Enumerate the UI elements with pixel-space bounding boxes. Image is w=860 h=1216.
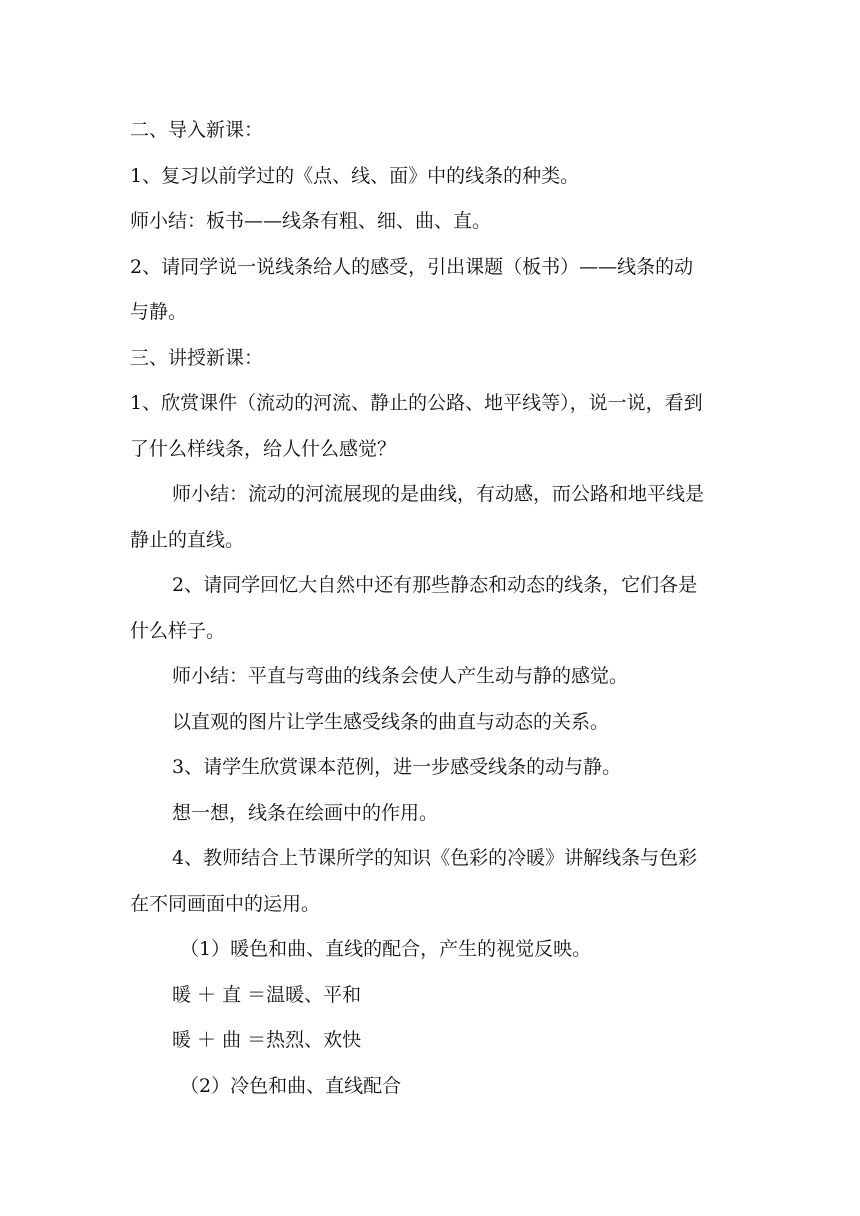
paragraph-line: 2、请同学说一说线条给人的感受，引出课题（板书）——线条的动 (130, 256, 694, 278)
heading-introduce-new-lesson: 二、导入新课： (130, 119, 264, 141)
paragraph-line: 以直观的图片让学生感受线条的曲直与动态的关系。 (172, 711, 610, 733)
paragraph-line: 静止的直线。 (130, 529, 245, 551)
paragraph-line: 师小结：流动的河流展现的是曲线，有动感，而公路和地平线是 (172, 483, 705, 505)
paragraph-line: 师小结：板书——线条有粗、细、曲、直。 (130, 210, 492, 232)
paragraph-line: 与静。 (130, 301, 188, 323)
paragraph-line: 2、请同学回忆大自然中还有那些静态和动态的线条，它们各是 (172, 574, 698, 596)
paragraph-line: 1、欣赏课件（流动的河流、静止的公路、地平线等），说一说，看到 (130, 392, 703, 414)
list-item-cool-colors: （2）冷色和曲、直线配合 (180, 1075, 402, 1097)
paragraph-line: 想一想，线条在绘画中的作用。 (172, 802, 439, 824)
paragraph-line: 1、复习以前学过的《点、线、面》中的线条的种类。 (130, 165, 580, 187)
paragraph-line: 师小结：平直与弯曲的线条会使人产生动与静的感觉。 (172, 665, 629, 687)
paragraph-line: 4、教师结合上节课所学的知识《色彩的冷暖》讲解线条与色彩 (172, 847, 698, 869)
heading-teach-new-lesson: 三、讲授新课： (130, 347, 264, 369)
paragraph-line: 3、请学生欣赏课本范例，进一步感受线条的动与静。 (172, 756, 622, 778)
paragraph-line: 什么样子。 (130, 620, 226, 642)
paragraph-line: 了什么样线条，给人什么感觉？ (130, 438, 397, 460)
paragraph-line: 在不同画面中的运用。 (130, 893, 321, 915)
formula-warm-straight: 暖 ＋ 直 ＝温暖、平和 (172, 984, 362, 1006)
list-item-warm-colors: （1）暖色和曲、直线的配合，产生的视觉反映。 (180, 938, 592, 960)
formula-warm-curved: 暖 ＋ 曲 ＝热烈、欢快 (172, 1029, 362, 1051)
